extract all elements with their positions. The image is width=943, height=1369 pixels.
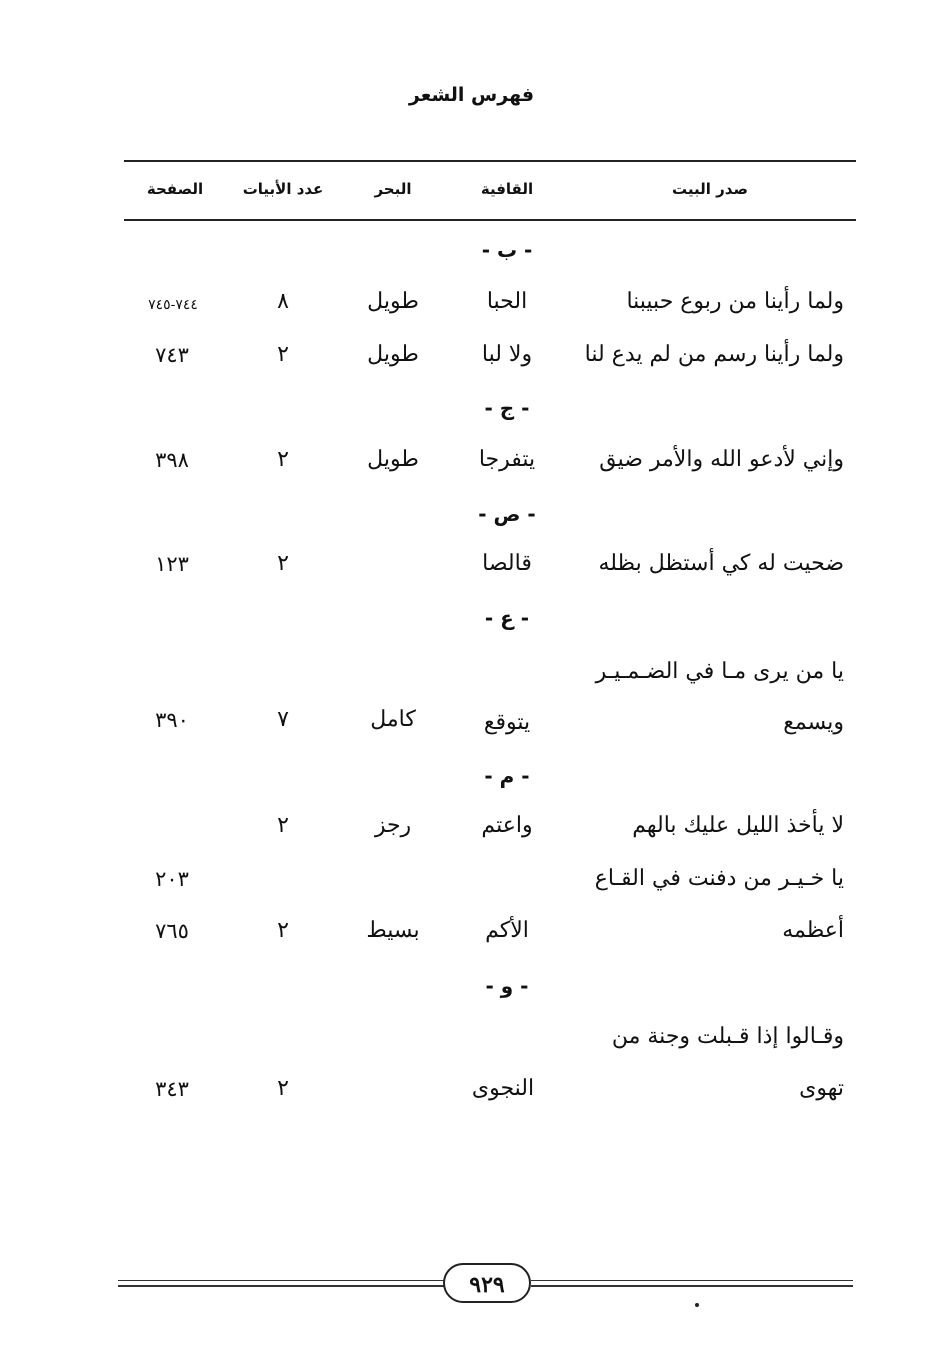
table-row-qafia: يتفرجا <box>478 447 536 472</box>
table-row-sadr: ولما رأينا من ربوع حبيبنا <box>626 289 844 314</box>
table-row-sadr-line2: ويسمع <box>783 710 844 735</box>
table-row-sadr-line1: وقـالوا إذا قـبلت وجنة من <box>611 1024 844 1049</box>
table-row-sadr-line2: أعظمه <box>782 918 844 943</box>
footer-dot <box>695 1303 699 1307</box>
table-row-bahr: طويل <box>367 289 419 314</box>
table-top-rule <box>124 160 856 162</box>
table-row-sadr-line2: تهوى <box>799 1076 844 1101</box>
footer-rule-left <box>118 1280 445 1288</box>
table-row-count: ٢ <box>277 447 289 472</box>
table-row-qafia: الأكم <box>485 918 529 943</box>
table-row-sadr: لا يأخذ الليل عليك بالهم <box>632 813 844 838</box>
column-header-sadr: صدر البيت <box>672 180 748 198</box>
table-row-page: ٣٩٠ <box>155 708 189 732</box>
footer-rule-right <box>531 1280 853 1288</box>
column-header-page: الصفحة <box>146 180 204 198</box>
column-header-qafia: القافية <box>480 180 534 198</box>
table-row-page: ٧٦٥ <box>155 919 189 943</box>
table-row-page: ٧٤٣ <box>155 343 189 367</box>
column-header-count: عدد الأبيات <box>242 180 324 198</box>
table-row-qafia: واعتم <box>481 813 533 838</box>
letter-heading: - ع - <box>484 606 530 630</box>
table-row-count: ٨ <box>277 289 289 314</box>
table-row-count: ٢ <box>277 1076 289 1101</box>
table-row-bahr: بسيط <box>366 918 420 943</box>
table-row-count: ٢ <box>277 918 289 943</box>
table-row-count: ٢ <box>277 342 289 367</box>
table-row-bahr: طويل <box>367 342 419 367</box>
letter-heading: - و - <box>485 974 529 998</box>
column-header-bahr: البحر <box>374 180 412 198</box>
table-row-page: ٣٩٨ <box>155 448 189 472</box>
table-row-page: ١٢٣ <box>155 552 189 576</box>
table-row-qafia: قالصا <box>482 551 532 576</box>
table-row-count: ٢ <box>277 813 289 838</box>
table-row-sadr-line1: يا خـيـر من دفنت في القـاع <box>594 866 844 891</box>
letter-heading: - ج - <box>484 396 530 420</box>
table-row-count: ٧ <box>277 707 289 732</box>
letter-heading: - ص - <box>478 502 536 526</box>
table-row-sadr: وإني لأدعو الله والأمر ضيق <box>599 447 844 472</box>
page-title: فهرس الشعر <box>408 84 535 106</box>
table-row-qafia: ولا لبا <box>481 342 533 367</box>
table-row-sadr: ولما رأينا رسم من لم يدع لنا <box>584 342 844 367</box>
table-row-sadr: ضحيت له كي أستظل بظله <box>598 551 844 576</box>
table-row-qafia: النجوى <box>471 1076 535 1101</box>
table-row-bahr: رجز <box>374 813 412 838</box>
table-row-bahr: طويل <box>367 447 419 472</box>
table-row-sadr-line1: يا من يرى مـا في الضـمـيـر <box>595 659 844 684</box>
letter-heading: - م - <box>484 764 530 788</box>
table-row-bahr: كامل <box>370 707 416 732</box>
table-row-page: ٧٤٤-٧٤٥ <box>148 297 198 313</box>
table-row-page: ٣٤٣ <box>155 1077 189 1101</box>
page-number: ٩٢٩ <box>443 1263 531 1303</box>
table-row-qafia: يتوقع <box>483 710 531 735</box>
letter-heading: - ب - <box>481 238 533 262</box>
table-header-rule <box>124 219 856 221</box>
table-row-page: ٢٠٣ <box>155 867 189 891</box>
table-row-qafia: الحبا <box>486 289 528 314</box>
table-row-count: ٢ <box>277 551 289 576</box>
